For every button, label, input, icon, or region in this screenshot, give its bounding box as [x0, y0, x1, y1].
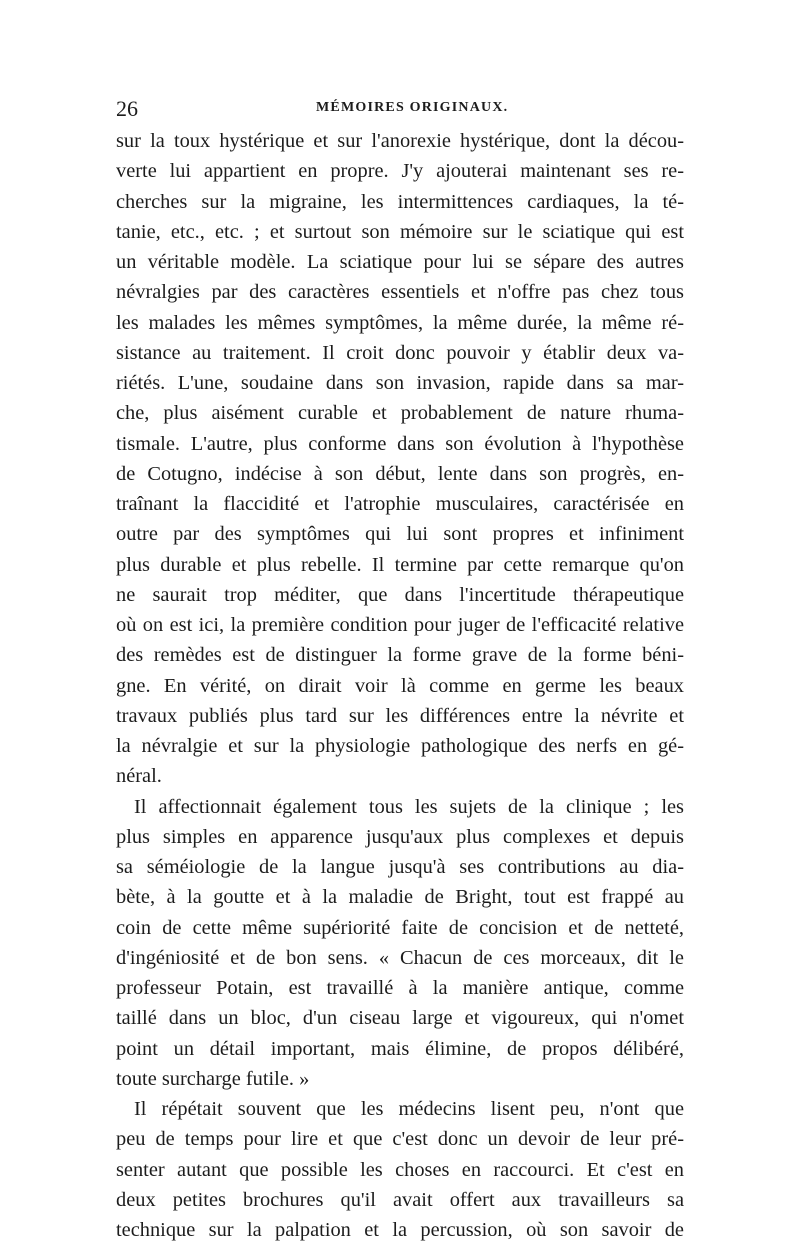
text-line: outre par des symptômes qui lui sont propres et infiniment	[116, 523, 684, 546]
text-line: sa séméiologie de la langue jusqu'à ses contributions au dia-	[116, 856, 684, 878]
text-line: deux petites brochures qu'il avait offert aux travailleurs sa	[116, 1188, 684, 1211]
text-line: sur la toux hystérique et sur l'anorexie hystérique, dont la décou-	[116, 130, 684, 152]
text-line: technique sur la palpation et la percussion, où son savoir de	[116, 1219, 684, 1241]
text-line: des remèdes est de distinguer la forme grave de la forme béni-	[116, 644, 684, 667]
text-line: che, plus aisément curable et probablement de nature rhuma-	[116, 402, 684, 425]
text-line: travaux publiés plus tard sur les différences entre la névrite et	[116, 704, 684, 727]
text-line: traînant la flaccidité et l'atrophie musculaires, caractérisée en	[116, 493, 684, 515]
text-line: de Cotugno, indécise à son début, lente dans son progrès, en-	[116, 462, 684, 485]
text-line: Il répétait souvent que les médecins lisent peu, n'ont que	[134, 1098, 684, 1120]
text-line: coin de cette même supériorité faite de concision et de netteté,	[116, 916, 684, 939]
text-line: tismale. L'autre, plus conforme dans son évolution à l'hypothèse	[116, 432, 684, 455]
text-line: la névralgie et sur la physiologie pathologique des nerfs en gé-	[116, 735, 684, 757]
text-line: d'ingéniosité et de bon sens. « Chacun de ces morceaux, dit le	[116, 946, 684, 969]
text-line: névralgies par des caractères essentiels et n'offre pas chez tous	[116, 281, 684, 304]
text-line: riétés. L'une, soudaine dans son invasion, rapide dans sa mar-	[116, 372, 684, 394]
text-line: Il affectionnait également tous les sujets de la clinique ; les	[134, 795, 684, 818]
text-line: les malades les mêmes symptômes, la même durée, la même ré-	[116, 311, 684, 334]
text-line: plus durable et plus rebelle. Il termine par cette remarque qu'on	[116, 553, 684, 576]
text-line: cherches sur la migraine, les intermittences cardiaques, la té-	[116, 190, 684, 213]
text-line: sistance au traitement. Il croit donc pouvoir y établir deux va-	[116, 341, 684, 364]
text-line: ne saurait trop méditer, que dans l'incertitude thérapeutique	[116, 583, 684, 606]
text-line: bète, à la goutte et à la maladie de Bright, tout est frappé au	[116, 886, 684, 909]
text-line: tanie, etc., etc. ; et surtout son mémoire sur le sciatique qui est	[116, 220, 684, 243]
text-line: verte lui appartient en propre. J'y ajouterai maintenant ses re-	[116, 160, 684, 183]
text-line: gne. En vérité, on dirait voir là comme en germe les beaux	[116, 674, 684, 697]
text-line: senter autant que possible les choses en raccourci. Et c'est en	[116, 1158, 684, 1181]
text-line: plus simples en apparence jusqu'aux plus complexes et depuis	[116, 825, 684, 848]
text-line: un véritable modèle. La sciatique pour lui se sépare des autres	[116, 251, 684, 273]
page-number: 26	[116, 96, 138, 121]
text-line: néral.	[116, 765, 162, 788]
text-line: où on est ici, la première condition pour juger de l'efficacité relative	[116, 614, 684, 636]
running-head: MÉMOIRES ORIGINAUX.	[316, 100, 509, 115]
text-line: toute surcharge futile. »	[116, 1067, 310, 1090]
text-line: point un détail important, mais élimine, de propos délibéré,	[116, 1037, 684, 1060]
document-page	[116, 96, 684, 1245]
text-line: taillé dans un bloc, d'un ciseau large et vigoureux, qui n'omet	[116, 1007, 684, 1030]
text-line: peu de temps pour lire et que c'est donc un devoir de leur pré-	[116, 1128, 684, 1151]
page-header	[116, 96, 684, 126]
text-line: professeur Potain, est travaillé à la manière antique, comme	[116, 977, 684, 999]
body-text	[116, 126, 684, 1245]
